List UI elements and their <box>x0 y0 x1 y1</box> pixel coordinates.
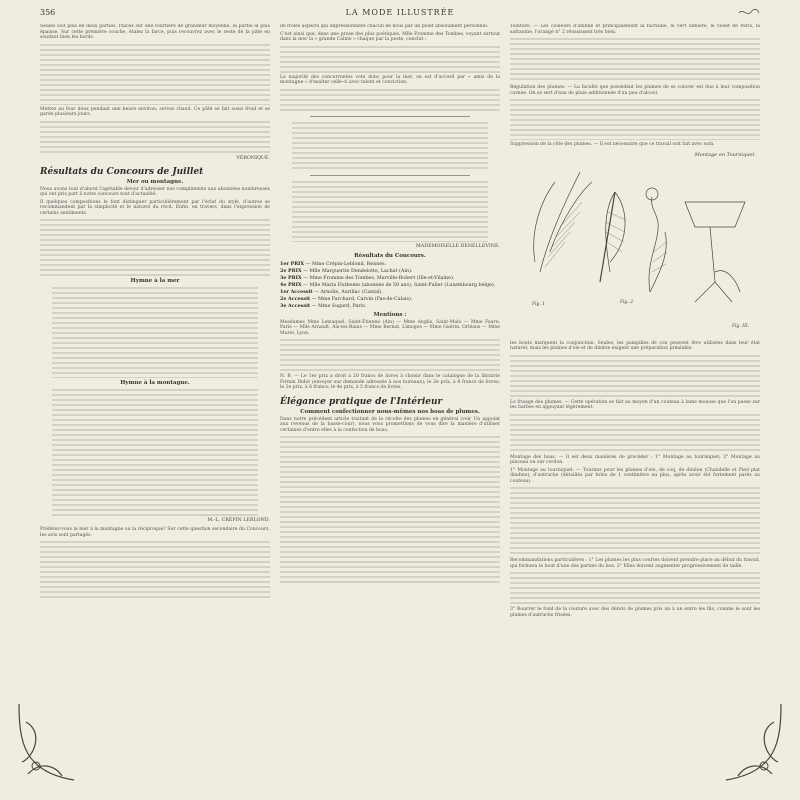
section-title-concours: Résultats du Concours de Juillet <box>40 166 204 177</box>
text-block <box>40 43 270 105</box>
text-block <box>510 571 760 605</box>
corner-ornament-icon <box>716 702 786 784</box>
mid-paragraph-1: de frôles aspects qui impressionnent chacun de nous par un point absolument personnel. <box>280 24 489 29</box>
text-block <box>40 218 270 276</box>
text-block <box>280 88 500 112</box>
section-subtitle-mer-montagne: Mer ou montagne. <box>126 178 184 185</box>
recipe-intro-2: Mettez au four doux pendant une heure environ; servez chaud. Ce pâté se fait aussi froid et se garde plusieurs jours. <box>40 106 270 117</box>
prize-winner: Mme Sugard, Paris. <box>317 303 367 309</box>
concours-paragraph-1: Nous avons tout d'abord l'agréable devoir d'adresser nos compliments aux abonnées nombreuses qui ont pris part à notre concours tout d'actualité. <box>40 186 270 197</box>
prize-label: 1er Accessit <box>280 288 313 295</box>
mid-paragraph-3: La majorité des concurrentes vote donc pour la mer, on est d'accord par « amis de la montagne » d'exalter celle-ci avec talent et conviction. <box>280 74 500 85</box>
section-title-elegance: Élégance pratique de l'Intérieur <box>280 396 443 407</box>
prize-label: 1er PRIX <box>280 260 305 267</box>
mentions-title: Mentions : <box>373 311 407 318</box>
prize-row: 2e PRIX — Mlle Marguerite Dendelotte, Lachat (Ain). <box>280 267 413 274</box>
prize-row: 4e PRIX — Mlle Maria Dutheme (abonnée de 50 ans), Saint-Pulier (Luxembourg belge). <box>280 281 496 288</box>
plumes-paragraph: les bouts marquent la conjonction. Seules, les pampilles de cou peuvent être utilisées dans leur état naturel; mais les plumes d'oie et de dindon exigent une préparation préalable. <box>510 340 760 351</box>
figure-label-2: Fig. 2 <box>620 299 634 305</box>
mid-paragraph-2: C'est ainsi que, dans une prose des plus poétiques, Mlle Fromme des Tombes, voyant surtout dans la mer la « grande Calme » chaque par la poste, conclut : <box>280 31 500 42</box>
magazine-title: LA MODE ILLUSTRÉE <box>345 8 455 17</box>
bourrer-paragraph: 3° Bourrer le fond de la couture avec des débris de plumes pris un à un entre les fils, comme le sont les plumes d'autruche frisées. <box>510 607 760 618</box>
signature-crepin-leblond: M.-L. CRÉPIN LEBLOND. <box>207 518 270 523</box>
prize-row: 3e PRIX — Mme Fromme des Tombes, Marville-Robert (Ille-et-Vilaine). <box>280 274 455 281</box>
divider <box>310 116 470 117</box>
poem-excerpt <box>292 180 488 242</box>
section-subtitle-boas: Comment confectionner nous-mêmes nos boas de plumes. <box>300 408 480 415</box>
prize-winner: Mlle Marguerite Dendelotte, Lachat (Ain). <box>309 268 413 274</box>
text-block <box>510 98 760 140</box>
poem-excerpt <box>292 121 488 171</box>
poem-block-mer <box>52 286 258 378</box>
page-number: 356 <box>40 8 56 17</box>
feather-drawing-icon <box>510 152 760 337</box>
recommandations-paragraph: Recommandations particulières : 1° Les plumes les plus courtes doivent prendre place au début du travail, qui formera le bout d'une des parties du boa. 2° Elles doivent augmenter progressivement de taille. <box>510 558 760 569</box>
closing-paragraph: Préférez-vous la mer à la montagne ou la réciproque? Sur cette question secondaire du Concours, les avis sont partagés. <box>40 527 270 538</box>
text-block <box>280 435 500 585</box>
poem-title-montagne: Hymne à la montagne. <box>120 380 190 386</box>
corner-ornament-icon <box>14 702 84 784</box>
prize-winner: Arnolle, Aurillac (Cantal). <box>320 289 383 295</box>
page-header <box>40 8 760 20</box>
divider <box>310 175 470 176</box>
prize-winner: Mlle Maria Dutheme (abonnée de 50 ans), Saint-Pulier (Luxembourg belge). <box>309 282 496 288</box>
poem-block-montagne <box>52 388 258 516</box>
prize-list <box>280 261 500 310</box>
prize-winner: Mme Farchard, Carvin (Pas-de-Calais). <box>317 296 413 302</box>
results-title: Résultats du Concours. <box>354 252 426 259</box>
text-block <box>510 37 760 83</box>
text-block <box>510 413 760 453</box>
feather-illustration <box>510 152 760 337</box>
figure-label-3: Fig. III. <box>732 323 750 329</box>
text-block <box>280 45 500 73</box>
figure-caption: Montage en Tourniquet. <box>694 151 756 158</box>
prize-winner: Mme Fromme des Tombes, Marville-Robert (Ille-et-Vilaine). <box>309 275 455 281</box>
prize-label: 3e PRIX <box>280 274 302 281</box>
prize-winner: Mme Crépin-Leblond, Rennes. <box>312 261 387 267</box>
boas-paragraph-1: Dans notre précédent article traitant de la récolte des plumes en général (voir Un appoint aux revenus de la basse-cour), nous vous promettions de vous dire la manière d'utiliser certaines d'entre elles à la confection de boas. <box>280 416 500 433</box>
column-left <box>40 24 270 774</box>
montage-paragraph: Montage des boas. — Il est deux manières de procéder : 1° Montage au tourniquet; 2° Montage au pinceau ou sur cordon. <box>510 454 760 465</box>
text-block <box>40 540 270 600</box>
prize-row: 1er PRIX — Mme Crépin-Leblond, Rennes. <box>280 260 387 267</box>
text-block <box>510 354 760 398</box>
column-middle <box>280 24 500 774</box>
recipe-intro: Seules soit plus en deux parties. Placez sur une tourtière de grandeur moyenne, la partie la plus épaisse. Sur cette première couche, étalez la farce, puis recouvrez avec le reste de la pâte en soudant bien les bords. <box>40 24 270 40</box>
prize-row: 3e Accessit — Mme Sugard, Paris. <box>280 302 367 309</box>
regulation-paragraph: Régulation des plumes. — La faculté que possèdent les plumes de se colorer est due à leur composition cornée. On se sert d'eau de pluie additionnée d'un peu d'alcool. <box>510 85 760 96</box>
prize-label: 2e Accessit <box>280 295 311 302</box>
frisage-paragraph: Le frisage des plumes. — Cette opération se fait au moyen d'un couteau à lame mousse que l'on passe sur les barbes en appuyant légèrement. <box>510 399 760 410</box>
text-block <box>510 486 760 556</box>
tourniquet-paragraph: 1° Montage au tourniquet. — Tournez pour les plumes d'oie, de coq, de dindon (Chandelle et Pied plat dindine), d'autruche (détaillés par brins de 1 centimètre au plus, après avoir été fortement parés au couteau). <box>510 467 760 484</box>
nota-bene: N. B. — Le 1er prix a droit à 20 francs de livres à choisir dans le catalogue de la librairie Firmin Didot (envoyer sur demande adressée à nos bureaux); le 2e prix, à 8 francs de livres; le 3e prix, à 6 francs; le 4e prix, à 5 francs de livres. <box>280 374 500 390</box>
suppression-paragraph: Suppression de la côte des plumes. — Il est nécessaire que ce travail soit fait avec soin. <box>510 142 715 147</box>
prize-label: 4e PRIX <box>280 281 302 288</box>
text-block <box>280 338 500 372</box>
figure-label-1: Fig. 1 <box>532 301 546 307</box>
text-block <box>40 120 270 154</box>
signature-veronique: VÉRONIQUE. <box>236 155 270 161</box>
signature-denellevine: MADEMOISELLE DENELLEVINE. <box>415 243 500 249</box>
prize-label: 2e PRIX <box>280 267 302 274</box>
teinture-paragraph: Teinture. — Les couleurs d'aniline et principalement la fuchsine, le vert lumière, le violet de Paris, la safranine, l'orangé n° 2 réussissent très bien. <box>510 24 760 35</box>
prize-row: 1er Accessit — Arnolle, Aurillac (Cantal). <box>280 288 383 295</box>
concours-paragraph-2: Il quelques compositions le font distinguer particulièrement par l'éclat du style, d'autres se recommandent par la simplicité et le naturel du récit. Enfin, en travers, dans l'expression de certains sentiments. <box>40 199 270 216</box>
poem-title-mer: Hymne à la mer <box>130 278 180 284</box>
mentions-text: Mesdames Mme Lemaquel, Saint-Étienne (Ain) — Mme Anglis, Saint-Malo — Mme Faure, Paris — Mlle Arnault, Aix-les-Bains — Mme Bernat, Limoges — Mme Guérin, Orléans — Mme Marie, Lyon. <box>280 319 500 336</box>
prize-label: 3e Accessit <box>280 302 311 309</box>
prize-row: 2e Accessit — Mme Farchard, Carvin (Pas-de-Calais). <box>280 295 413 302</box>
header-ornament-icon <box>738 8 760 19</box>
column-right <box>510 24 760 774</box>
